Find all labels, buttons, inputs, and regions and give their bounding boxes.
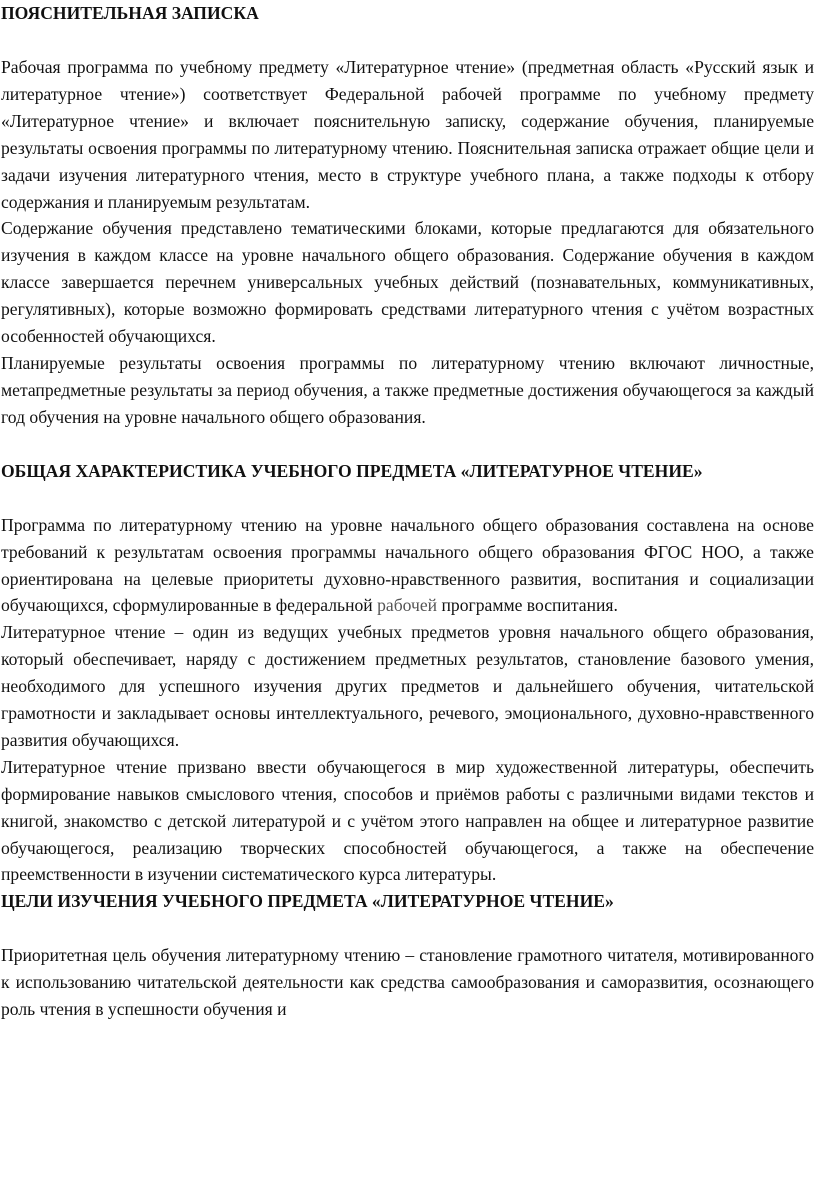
- paragraph: Литературное чтение призвано ввести обучающегося в мир художественной литературы, обеспечить формирование навыков смыслового чтения, способов и приёмов работы с различными видами текстов и книгой, знакомство с детской литературой и с учётом этого направлен на общее и литературное развитие обучающегося, реализацию творческих способностей обучающегося, а также на обеспечение преемственности в изучении систематического курса литературы.: [1, 756, 814, 885]
- highlighted-word: рабочей: [377, 595, 438, 616]
- paragraph: Рабочая программа по учебному предмету «Литературное чтение» (предметная область «Русский язык и литературное чтение») соответствует Федеральной рабочей программе по учебному предмету «Литературное чтение» и включает пояснительную записку, содержание обучения, планируемые результаты освоения программы по литературному чтению. Пояснительная записка отражает общие цели и задачи изучения литературного чтения, место в структуре учебного плана, а также подходы к отбору содержания и планируемым результатам.: [1, 57, 814, 212]
- spacer: [1, 915, 814, 942]
- paragraph-text: программе воспитания.: [437, 595, 618, 616]
- spacer: [1, 485, 814, 512]
- paragraph: [1, 512, 814, 620]
- spacer: [1, 431, 814, 458]
- section-heading-explanatory-note: ПОЯСНИТЕЛЬНАЯ ЗАПИСКА: [1, 3, 259, 23]
- paragraph-text: Программа по литературному чтению на уровне начального общего образования составлена на основе требований к результатам освоения программы начального общего образования ФГОС НОО, а также ориентирована на целевые приоритеты духовно-нравственного развития, воспитания и социализации обучающихся, сформулированные в федеральной: [1, 514, 814, 616]
- paragraph: Литературное чтение – один из ведущих учебных предметов уровня начального общего образования, который обеспечивает, наряду с достижением предметных результатов, становление базового умения, необходимого для успешного изучения других предметов и дальнейшего обучения, читательской грамотности и закладывает основы интеллектуального, речевого, эмоционального, духовно-нравственного развития обучающихся.: [1, 622, 814, 750]
- spacer: [1, 27, 814, 54]
- paragraph: Планируемые результаты освоения программы по литературному чтению включают личностные, метапредметные результаты за период обучения, а также предметные достижения обучающегося за каждый год обучения на уровне начального общего образования.: [1, 352, 814, 427]
- section-heading-general-characteristics: ОБЩАЯ ХАРАКТЕРИСТИКА УЧЕБНОГО ПРЕДМЕТА «ЛИТЕРАТУРНОЕ ЧТЕНИЕ»: [1, 460, 703, 481]
- section-heading-study-goals: ЦЕЛИ ИЗУЧЕНИЯ УЧЕБНОГО ПРЕДМЕТА «ЛИТЕРАТУРНОЕ ЧТЕНИЕ»: [1, 891, 614, 912]
- paragraph: Приоритетная цель обучения литературному чтению – становление грамотного читателя, мотивированного к использованию читательской деятельности как средства самообразования и саморазвития, осознающего роль чтения в успешности обучения и: [1, 945, 814, 1020]
- paragraph: Содержание обучения представлено тематическими блоками, которые предлагаются для обязательного изучения в каждом классе на уровне начального общего образования. Содержание обучения в каждом классе завершается перечнем универсальных учебных действий (познавательных, коммуникативных, регулятивных), которые возможно формировать средствами литературного чтения с учётом возрастных особенностей обучающихся.: [1, 218, 814, 347]
